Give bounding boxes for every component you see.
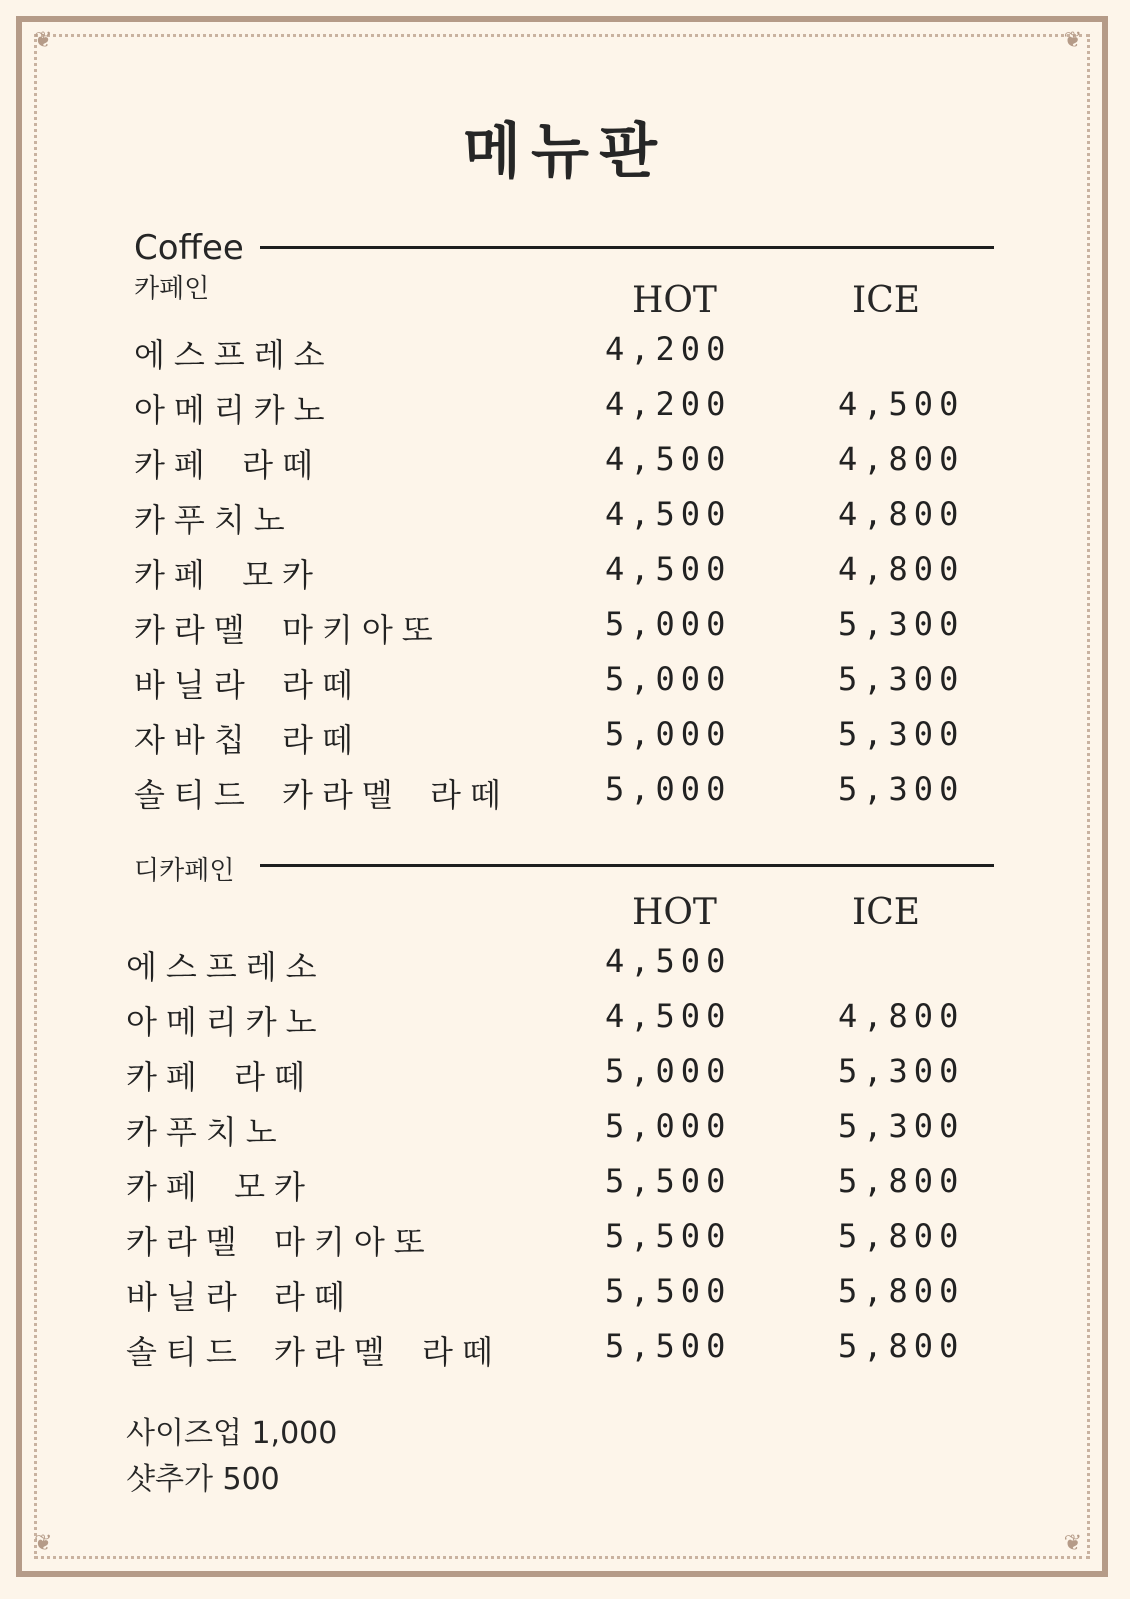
- menu-item-row: [0, 1107, 1130, 1163]
- ice-price: 5,300: [838, 605, 965, 643]
- decaf-hot-header: HOT: [632, 892, 717, 933]
- ice-price: 5,300: [838, 660, 965, 698]
- hot-price: 5,500: [605, 1217, 732, 1255]
- menu-item-name: 카라멜 마키아또: [126, 1223, 434, 1261]
- hot-price: 4,500: [605, 942, 732, 980]
- hot-price: 4,500: [605, 495, 732, 533]
- hot-price: 4,500: [605, 440, 732, 478]
- menu-item-row: [0, 770, 1130, 826]
- menu-item-row: [0, 997, 1130, 1053]
- hot-price: 5,000: [605, 605, 732, 643]
- menu-item-name: 카라멜 마키아또: [134, 611, 442, 649]
- menu-item-name: 아메리카노: [126, 1003, 326, 1041]
- hot-price: 5,000: [605, 1107, 732, 1145]
- size-up-note: 사이즈업 1,000: [126, 1416, 338, 1451]
- ice-price: 5,300: [838, 1107, 965, 1145]
- menu-item-name: 카페 라떼: [134, 446, 322, 484]
- hot-price: 4,500: [605, 997, 732, 1035]
- ice-price: 4,800: [838, 495, 965, 533]
- hot-price: 4,200: [605, 385, 732, 423]
- ice-price: 5,800: [838, 1272, 965, 1310]
- menu-item-row: [0, 1272, 1130, 1328]
- wheat-ornament-icon: ❦: [1063, 28, 1082, 53]
- menu-item-row: [0, 1217, 1130, 1273]
- menu-item-name: 에스프레소: [134, 336, 334, 374]
- wheat-ornament-icon: ❦: [1063, 1531, 1082, 1556]
- ice-price: 5,800: [838, 1217, 965, 1255]
- menu-item-name: 아메리카노: [134, 391, 334, 429]
- decaf-section-header: [134, 846, 994, 886]
- ice-price: 5,300: [838, 770, 965, 808]
- menu-item-name: 솔티드 카라멜 라떼: [126, 1333, 502, 1371]
- ice-price: 4,800: [838, 550, 965, 588]
- ice-price: 4,500: [838, 385, 965, 423]
- hot-price: 5,500: [605, 1272, 732, 1310]
- menu-item-row: [0, 385, 1130, 441]
- menu-item-name: 카페 모카: [134, 556, 322, 594]
- ice-price: 5,300: [838, 1052, 965, 1090]
- menu-item-name: 바닐라 라떼: [134, 666, 362, 704]
- menu-item-name: 카페 모카: [126, 1168, 314, 1206]
- menu-item-name: 바닐라 라떼: [126, 1278, 354, 1316]
- coffee-hot-header: HOT: [632, 280, 717, 321]
- ice-price: 4,800: [838, 997, 965, 1035]
- menu-item-row: [0, 605, 1130, 661]
- hot-price: 4,200: [605, 330, 732, 368]
- caffeine-subheading: 카페인: [134, 274, 210, 304]
- menu-item-row: [0, 1052, 1130, 1108]
- menu-item-row: [0, 1327, 1130, 1383]
- hot-price: 5,000: [605, 770, 732, 808]
- ice-price: 5,800: [838, 1162, 965, 1200]
- menu-item-row: [0, 1162, 1130, 1218]
- hot-price: 5,500: [605, 1162, 732, 1200]
- hot-price: 5,000: [605, 660, 732, 698]
- wheat-ornament-icon: ❦: [34, 28, 53, 53]
- menu-item-row: [0, 330, 1130, 386]
- ice-price: 5,300: [838, 715, 965, 753]
- menu-item-name: 카페 라떼: [126, 1058, 314, 1096]
- menu-item-name: 카푸치노: [134, 501, 294, 539]
- menu-item-row: [0, 660, 1130, 716]
- ice-price: 5,800: [838, 1327, 965, 1365]
- hot-price: 4,500: [605, 550, 732, 588]
- menu-item-row: [0, 440, 1130, 496]
- ice-price: 4,800: [838, 440, 965, 478]
- coffee-ice-header: ICE: [852, 280, 921, 321]
- coffee-heading: Coffee: [134, 228, 244, 268]
- menu-item-name: 카푸치노: [126, 1113, 286, 1151]
- menu-item-row: [0, 550, 1130, 606]
- hot-price: 5,000: [605, 715, 732, 753]
- coffee-divider: [260, 246, 994, 249]
- menu-item-name: 자바칩 라떼: [134, 721, 362, 759]
- decaf-ice-header: ICE: [852, 892, 921, 933]
- extra-shot-note: 샷추가 500: [126, 1462, 280, 1497]
- menu-item-name: 에스프레소: [126, 948, 326, 986]
- decaf-heading: 디카페인: [134, 856, 235, 886]
- wheat-ornament-icon: ❦: [34, 1531, 53, 1556]
- menu-item-row: [0, 495, 1130, 551]
- menu-item-row: [0, 942, 1130, 998]
- page-title: 메뉴판: [463, 117, 667, 187]
- hot-price: 5,500: [605, 1327, 732, 1365]
- menu-item-row: [0, 715, 1130, 771]
- decaf-divider: [260, 864, 994, 867]
- menu-item-name: 솔티드 카라멜 라떼: [134, 776, 510, 814]
- hot-price: 5,000: [605, 1052, 732, 1090]
